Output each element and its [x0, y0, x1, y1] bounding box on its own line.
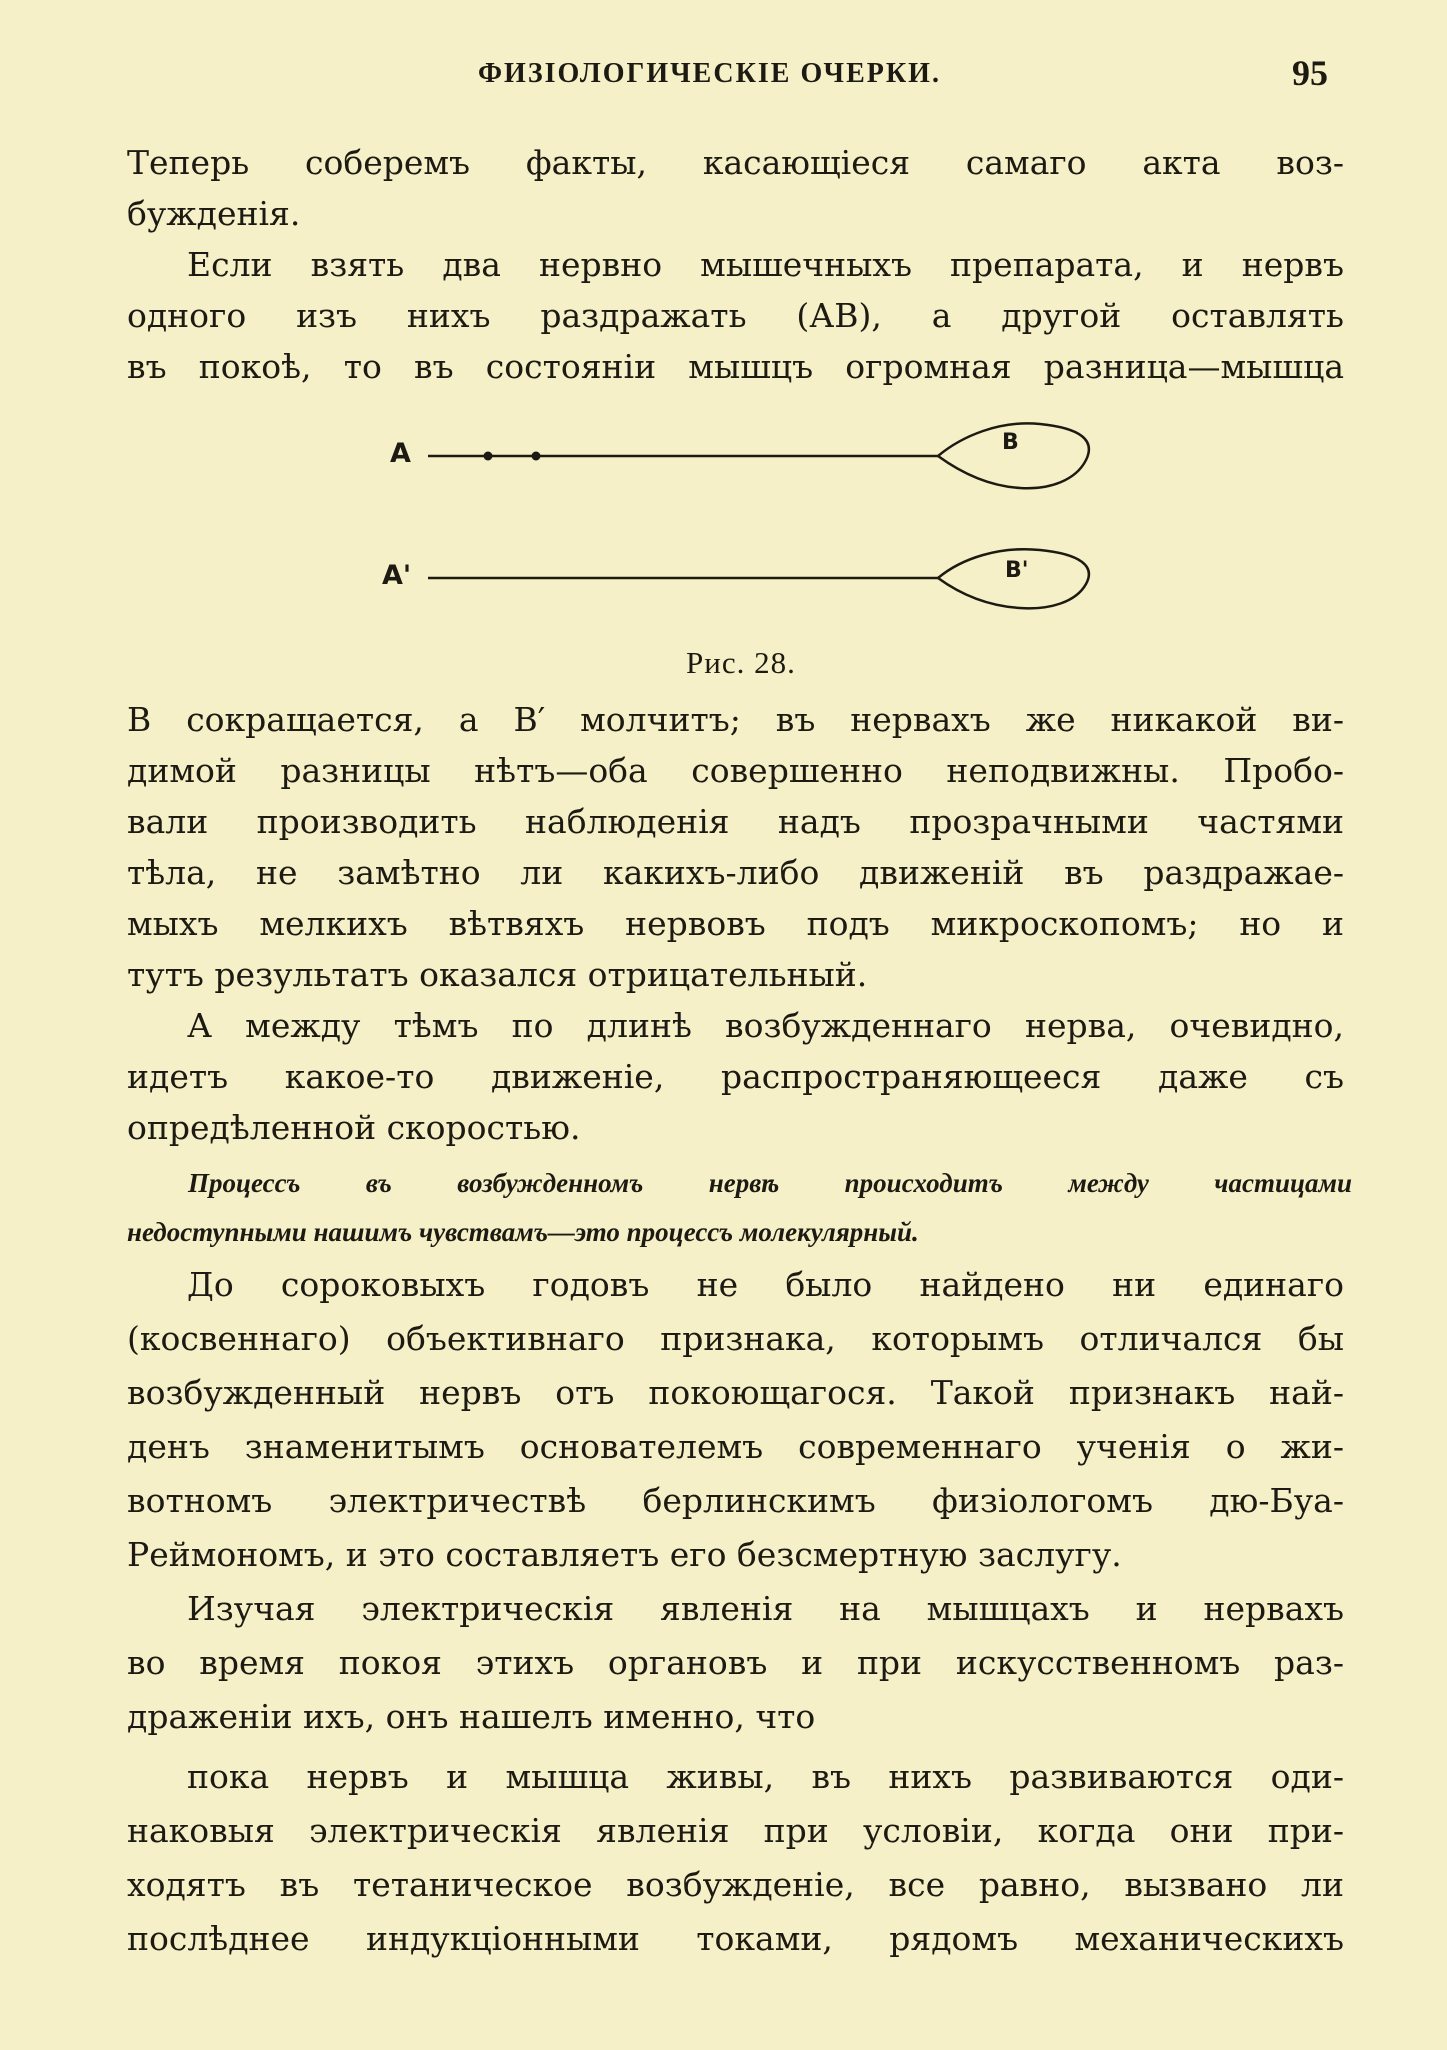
figure-label-a: A [390, 438, 411, 469]
figure-label-a-prime: A' [382, 560, 412, 591]
text-line: вотномъ электричествѣ берлинскимъ физіологомъ дю-Буа- [127, 1481, 1344, 1520]
figure-label-b: B [1002, 430, 1019, 455]
text-line: въ покоѣ, то въ состояніи мышцъ огромная разница—мышца [127, 347, 1344, 386]
text-line: драженіи ихъ, онъ нашелъ именно, что [127, 1697, 816, 1736]
text-line: Изучая электрическія явленія на мышцахъ и нервахъ [187, 1589, 1344, 1628]
text-line: До сороковыхъ годовъ не было найдено ни единаго [187, 1265, 1344, 1304]
text-line: послѣднее индукціонными токами, рядомъ механическихъ [127, 1919, 1344, 1958]
figure-caption: Рис. 28. [686, 645, 796, 680]
text-line: мыхъ мелкихъ вѣтвяхъ нервовъ подъ микроскопомъ; но и [127, 904, 1344, 943]
text-line: ходятъ въ тетаническое возбужденіе, все равно, вызвано ли [127, 1865, 1344, 1904]
running-title: ФИЗІОЛОГИЧЕСКІЕ ОЧЕРКИ. [478, 58, 941, 89]
text-line: Если взять два нервно мышечныхъ препарата, и нервъ [187, 245, 1344, 284]
text-line: денъ знаменитымъ основателемъ современнаго ученія о жи- [127, 1427, 1344, 1466]
text-line: одного изъ нихъ раздражать (АВ), а другой оставлять [127, 296, 1344, 335]
text-line: во время покоя этихъ органовъ и при искусственномъ раз- [127, 1643, 1344, 1682]
text-line: Теперь соберемъ факты, касающіеся самаго акта воз- [127, 143, 1344, 182]
page-header [0, 52, 1447, 102]
italic-summary-line: недоступными нашимъ чувствамъ—это процессъ молекулярный. [127, 1217, 919, 1247]
italic-summary-line: Процессъ въ возбужденномъ нервѣ происходитъ между частицами [188, 1168, 1352, 1198]
text-line: вали производить наблюденія надъ прозрачными частями [127, 802, 1344, 841]
text-line: наковыя электрическія явленія при условіи, когда они при- [127, 1811, 1344, 1850]
figure-label-b-prime: B' [1005, 558, 1029, 583]
electrode-dot-1 [484, 452, 493, 461]
text-line: тутъ результатъ оказался отрицательный. [127, 955, 868, 994]
text-line: (косвеннаго) объективнаго признака, которымъ отличался бы [127, 1319, 1344, 1358]
figure-nerve-muscle-diagram [360, 400, 1120, 610]
text-line: А между тѣмъ по длинѣ возбужденнаго нерва, очевидно, [187, 1006, 1344, 1045]
text-line: идетъ какое-то движеніе, распространяющееся даже съ [127, 1057, 1344, 1096]
page-number: 95 [1292, 53, 1328, 93]
text-line: димой разницы нѣтъ—оба совершенно неподвижны. Пробо- [127, 751, 1344, 790]
text-line: опредѣленной скоростью. [127, 1108, 581, 1147]
text-line: Реймономъ, и это составляетъ его безсмертную заслугу. [127, 1535, 1122, 1574]
text-line: возбужденный нервъ отъ покоющагося. Такой признакъ най- [127, 1373, 1344, 1412]
text-line: бужденія. [127, 194, 301, 233]
text-line: пока нервъ и мышца живы, въ нихъ развиваются оди- [187, 1757, 1344, 1796]
text-line: тѣла, не замѣтно ли какихъ-либо движеній въ раздражае- [127, 853, 1344, 892]
electrode-dot-2 [532, 452, 541, 461]
text-line: В сокращается, а В′ молчитъ; въ нервахъ же никакой ви- [127, 700, 1344, 739]
